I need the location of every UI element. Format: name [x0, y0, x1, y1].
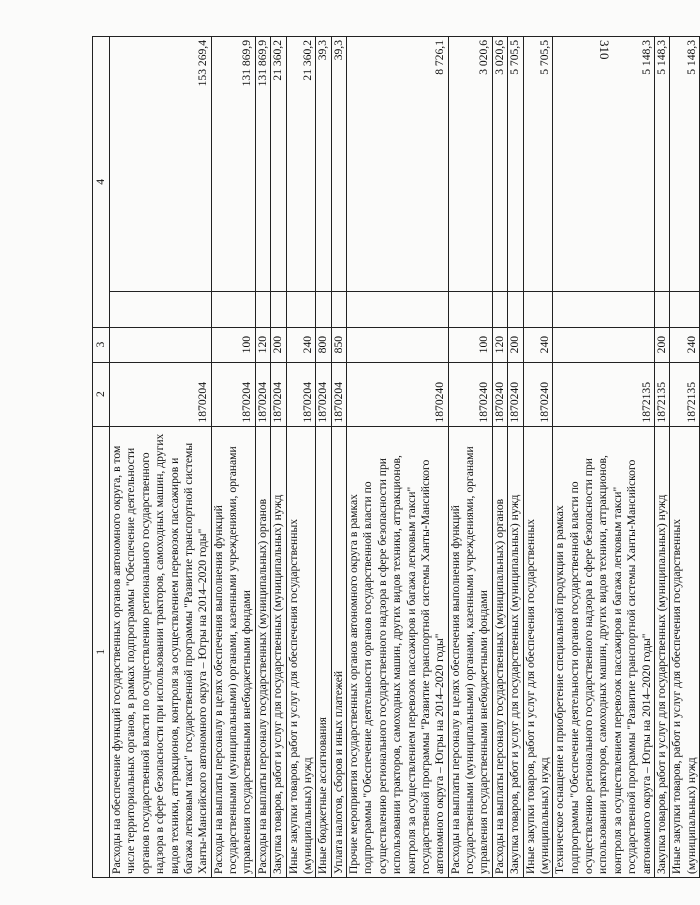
- table-row: [553, 37, 655, 878]
- row-sum: 5 705,5: [523, 37, 553, 292]
- row-vr: 240: [670, 327, 700, 362]
- row-name: Закупка товаров, работ и услуг для государственных (муниципальных) нужд: [654, 426, 669, 877]
- row-sum: 8 726,1: [347, 37, 449, 292]
- table-row: [448, 37, 492, 878]
- row-name: Уплата налогов, сборов и иных платежей: [331, 426, 346, 877]
- row-sum-a: [331, 291, 346, 327]
- row-code: 1870240: [492, 362, 507, 426]
- row-name: Иные бюджетные ассигнования: [316, 426, 331, 877]
- row-code: 1872135: [553, 362, 655, 426]
- row-sum: 153 269,4: [110, 37, 212, 292]
- row-sum: 5 705,5: [508, 37, 523, 292]
- row-vr: 100: [448, 327, 492, 362]
- row-name: Расходы на выплаты персоналу государственных (муниципальных) органов: [255, 426, 270, 877]
- row-sum-a: [271, 291, 286, 327]
- row-code: 1870240: [347, 362, 449, 426]
- row-name: Расходы на обеспечение функций государственных органов автономного округа, в том числе территориальных органов, в рамках подпрограммы "Обеспечение деятельности органов государственной власти по осуществлению регионального государственного надзора в сфере безопасности при использовании тракторов, самоходных машин, других видов техники, аттракционов, контроля за осуществлением перевозок пассажиров и багажа легковым такси" государственной программы "Развитие транспортной системы Ханты-Мансийского автономного округа – Югры на 2014–2020 годы": [110, 426, 212, 877]
- row-sum-a: [670, 291, 700, 327]
- row-sum: 5 148,3: [670, 37, 700, 292]
- row-sum-a: [492, 291, 507, 327]
- table-row: [211, 37, 255, 878]
- budget-table: [92, 36, 700, 878]
- table-row: [331, 37, 346, 878]
- row-code: 1870204: [331, 362, 346, 426]
- row-vr: [110, 327, 212, 362]
- table-row: [492, 37, 507, 878]
- page-number: 310: [597, 40, 612, 60]
- table-row: [670, 37, 700, 878]
- row-sum-a: [448, 291, 492, 327]
- row-sum-a: [286, 291, 316, 327]
- row-code: 1870204: [110, 362, 212, 426]
- row-name: Иные закупки товаров, работ и услуг для обеспечения государственных (муниципальных) нужд: [523, 426, 553, 877]
- row-sum-a: [211, 291, 255, 327]
- row-sum: 3 020,6: [448, 37, 492, 292]
- table-row: [347, 37, 449, 878]
- row-vr: 120: [492, 327, 507, 362]
- row-sum: 5 148,3: [553, 37, 655, 292]
- row-name: Закупка товаров, работ и услуг для государственных (муниципальных) нужд: [271, 426, 286, 877]
- row-sum: 39,3: [331, 37, 346, 292]
- row-code: 1872135: [670, 362, 700, 426]
- row-name: Прочие мероприятия государственных органов автономного округа в рамках подпрограммы "Обеспечение деятельности органов государственной власти по осуществлению регионального государственного надзора в сфере безопасности при использовании тракторов, самоходных машин, других видов техники, аттракционов, контроля за осуществлением перевозок пассажиров и багажа легковым такси" государственной программы "Развитие транспортной системы Ханты-Мансийского автономного округа – Югры на 2014–2020 годы": [347, 426, 449, 877]
- row-sum-a: [553, 291, 655, 327]
- row-vr: 200: [654, 327, 669, 362]
- table-row: [110, 37, 212, 878]
- row-code: 1870204: [271, 362, 286, 426]
- row-sum-a: [110, 291, 212, 327]
- row-vr: 200: [271, 327, 286, 362]
- row-vr: 200: [508, 327, 523, 362]
- row-vr: 850: [331, 327, 346, 362]
- row-name: Расходы на выплаты персоналу в целях обеспечения выполнения функций государственными (муниципальными) органами, казенными учреждениями, органами управления государственными внебюджетными фондами: [448, 426, 492, 877]
- row-vr: 240: [286, 327, 316, 362]
- row-sum-a: [255, 291, 270, 327]
- table-row: [523, 37, 553, 878]
- row-vr: 800: [316, 327, 331, 362]
- row-sum: 39,3: [316, 37, 331, 292]
- row-code: 1870204: [255, 362, 270, 426]
- row-vr: 100: [211, 327, 255, 362]
- header-col-2: 2: [93, 362, 110, 426]
- row-name: Иные закупки товаров, работ и услуг для обеспечения государственных (муниципальных) нужд: [286, 426, 316, 877]
- row-code: 1870204: [211, 362, 255, 426]
- header-col-3: 3: [93, 327, 110, 362]
- row-code: 1870204: [316, 362, 331, 426]
- row-sum: 5 148,3: [654, 37, 669, 292]
- row-code: 1870204: [286, 362, 316, 426]
- header-row: [93, 37, 110, 878]
- row-sum: 21 360,2: [286, 37, 316, 292]
- row-name: Расходы на выплаты персоналу в целях обеспечения выполнения функций государственными (муниципальными) органами, казенными учреждениями, органами управления государственными внебюджетными фондами: [211, 426, 255, 877]
- row-vr: [347, 327, 449, 362]
- table-row: [654, 37, 669, 878]
- table-row: [255, 37, 270, 878]
- row-sum-a: [316, 291, 331, 327]
- row-code: 1872135: [654, 362, 669, 426]
- rotated-page: [92, 36, 700, 878]
- row-name: Техническое оснащение и приобретение специальной продукции в рамках подпрограммы "Обеспечение деятельности органов государственной власти по осуществлению регионального государственного надзора в сфере безопасности при использовании тракторов, самоходных машин, других видов техники, аттракционов, контроля за осуществлением перевозок пассажиров и багажа легковым такси" государственной программы "Развитие транспортной системы Ханты-Мансийского автономного округа – Югры на 2014–2020 годы": [553, 426, 655, 877]
- row-vr: [553, 327, 655, 362]
- row-name: Закупка товаров, работ и услуг для государственных (муниципальных) нужд: [508, 426, 523, 877]
- row-vr: 240: [523, 327, 553, 362]
- header-col-4: 4: [93, 37, 110, 328]
- row-name: Иные закупки товаров, работ и услуг для обеспечения государственных (муниципальных) нужд: [670, 426, 700, 877]
- row-sum: 21 360,2: [271, 37, 286, 292]
- row-sum-a: [347, 291, 449, 327]
- row-code: 1870240: [508, 362, 523, 426]
- row-sum-a: [523, 291, 553, 327]
- table-row: [316, 37, 331, 878]
- row-sum: 131 869,9: [255, 37, 270, 292]
- row-vr: 120: [255, 327, 270, 362]
- table-row: [271, 37, 286, 878]
- row-sum: 3 020,6: [492, 37, 507, 292]
- table-row: [508, 37, 523, 878]
- row-sum-a: [508, 291, 523, 327]
- header-col-1: 1: [93, 426, 110, 877]
- row-name: Расходы на выплаты персоналу государственных (муниципальных) органов: [492, 426, 507, 877]
- row-sum: 131 869,9: [211, 37, 255, 292]
- table-row: [286, 37, 316, 878]
- row-code: 1870240: [523, 362, 553, 426]
- row-code: 1870240: [448, 362, 492, 426]
- row-sum-a: [654, 291, 669, 327]
